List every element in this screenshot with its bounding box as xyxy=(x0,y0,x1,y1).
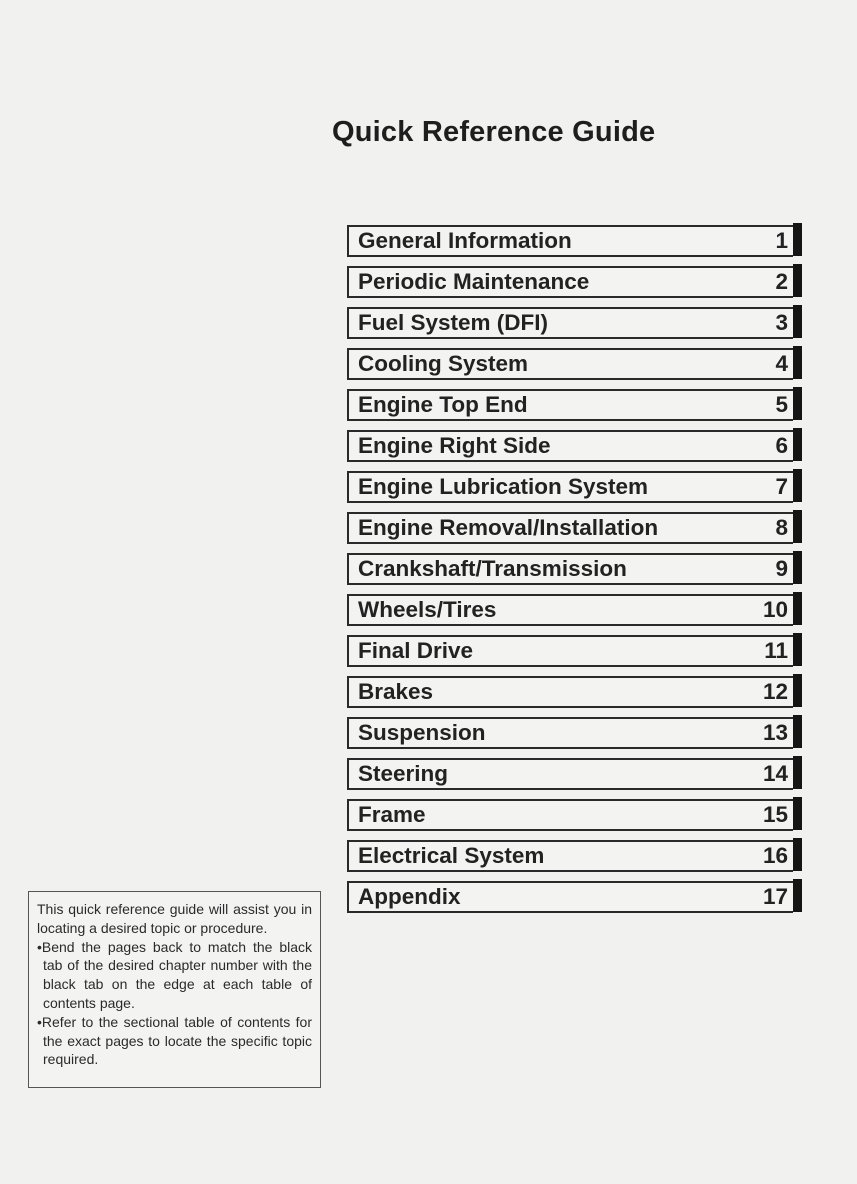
chapter-row-suspension[interactable] xyxy=(347,715,805,748)
chapter-title: Engine Lubrication System xyxy=(358,474,649,499)
chapter-box xyxy=(347,635,793,667)
chapter-tab xyxy=(793,428,802,461)
chapter-number: 5 xyxy=(775,392,788,417)
chapter-title: Appendix xyxy=(358,884,461,909)
chapter-title: Fuel System (DFI) xyxy=(358,310,549,335)
chapter-tab xyxy=(793,387,802,420)
chapter-box xyxy=(347,471,793,503)
chapter-row-steering[interactable] xyxy=(347,756,805,789)
chapter-box xyxy=(347,717,793,749)
chapter-box xyxy=(347,348,793,380)
chapter-number: 6 xyxy=(775,433,788,458)
chapter-row-appendix[interactable] xyxy=(347,879,805,912)
chapter-number: 10 xyxy=(762,597,788,622)
chapter-tab xyxy=(793,346,802,379)
chapter-box xyxy=(347,266,793,298)
chapter-tab xyxy=(793,592,802,625)
chapter-tab xyxy=(793,223,802,256)
chapter-tab xyxy=(793,551,802,584)
chapter-box xyxy=(347,389,793,421)
chapter-tab xyxy=(793,305,802,338)
chapter-tab xyxy=(793,674,802,707)
chapter-number: 14 xyxy=(762,761,788,786)
chapter-row-electrical-system[interactable] xyxy=(347,838,805,871)
chapter-title: Brakes xyxy=(358,679,434,704)
chapter-tab xyxy=(793,797,802,830)
chapter-number: 13 xyxy=(762,720,788,745)
chapter-number: 11 xyxy=(764,638,788,663)
chapter-row-final-drive[interactable] xyxy=(347,633,805,666)
chapter-row-wheels-tires[interactable] xyxy=(347,592,805,625)
chapter-row-cooling-system[interactable] xyxy=(347,346,805,379)
page-title: Quick Reference Guide xyxy=(332,116,656,148)
chapter-number: 12 xyxy=(762,679,788,704)
chapter-box xyxy=(347,881,793,913)
chapter-row-crankshaft-transmission[interactable] xyxy=(347,551,805,584)
chapter-title: Crankshaft/Transmission xyxy=(358,556,627,581)
chapter-title: Final Drive xyxy=(358,638,474,663)
chapter-tab xyxy=(793,879,802,912)
chapter-box xyxy=(347,840,793,872)
chapter-number: 2 xyxy=(775,269,788,294)
chapter-tab xyxy=(793,756,802,789)
chapter-tab xyxy=(793,715,802,748)
chapter-box xyxy=(347,758,793,790)
chapter-row-fuel-system[interactable] xyxy=(347,305,805,338)
chapter-title: Wheels/Tires xyxy=(358,597,497,622)
usage-note-intro: This quick reference guide will assist you in locating a desired topic or procedure. xyxy=(37,901,312,936)
chapter-tab xyxy=(793,633,802,666)
chapter-tab xyxy=(793,264,802,297)
chapter-number: 1 xyxy=(775,228,788,253)
chapter-title: Engine Right Side xyxy=(358,433,551,458)
chapter-tab xyxy=(793,469,802,502)
chapter-number: 7 xyxy=(775,474,788,499)
usage-note-bullet: •Bend the pages back to match the black tab of the desired chapter number with the black tab on the edge at each table of contents page. xyxy=(37,938,312,1011)
chapter-row-engine-lubrication-system[interactable] xyxy=(347,469,805,502)
chapter-number: 15 xyxy=(762,802,788,827)
chapter-row-engine-top-end[interactable] xyxy=(347,387,805,420)
chapter-box xyxy=(347,430,793,462)
chapter-row-engine-right-side[interactable] xyxy=(347,428,805,461)
chapter-box xyxy=(347,553,793,585)
chapter-title: Engine Top End xyxy=(358,392,528,417)
chapter-box xyxy=(347,307,793,339)
chapter-row-frame[interactable] xyxy=(347,797,805,830)
chapter-box xyxy=(347,512,793,544)
chapter-number: 9 xyxy=(775,556,788,581)
chapter-number: 8 xyxy=(775,515,788,540)
chapter-title: General Information xyxy=(358,228,572,253)
chapter-number: 16 xyxy=(762,843,788,868)
chapter-title: Electrical System xyxy=(358,843,545,868)
chapter-tab xyxy=(793,510,802,543)
chapter-title: Steering xyxy=(358,761,449,786)
chapter-number: 4 xyxy=(775,351,788,376)
chapter-box xyxy=(347,594,793,626)
chapter-number: 17 xyxy=(762,884,788,909)
chapter-row-periodic-maintenance[interactable] xyxy=(347,264,805,297)
chapter-title: Engine Removal/Installation xyxy=(358,515,659,540)
chapter-row-brakes[interactable] xyxy=(347,674,805,707)
chapter-box xyxy=(347,225,793,257)
chapter-title: Suspension xyxy=(358,720,486,745)
chapter-number: 3 xyxy=(775,310,788,335)
chapter-box xyxy=(347,676,793,708)
chapter-title: Periodic Maintenance xyxy=(358,269,590,294)
chapter-title: Frame xyxy=(358,802,426,827)
usage-note-bullet: •Refer to the sectional table of contents for the exact pages to locate the specific topic required. xyxy=(37,1013,312,1068)
chapter-row-general-information[interactable] xyxy=(347,223,805,256)
usage-note-box xyxy=(28,891,321,1088)
chapter-row-engine-removal-installation[interactable] xyxy=(347,510,805,543)
chapter-tab xyxy=(793,838,802,871)
chapter-box xyxy=(347,799,793,831)
chapter-title: Cooling System xyxy=(358,351,529,376)
